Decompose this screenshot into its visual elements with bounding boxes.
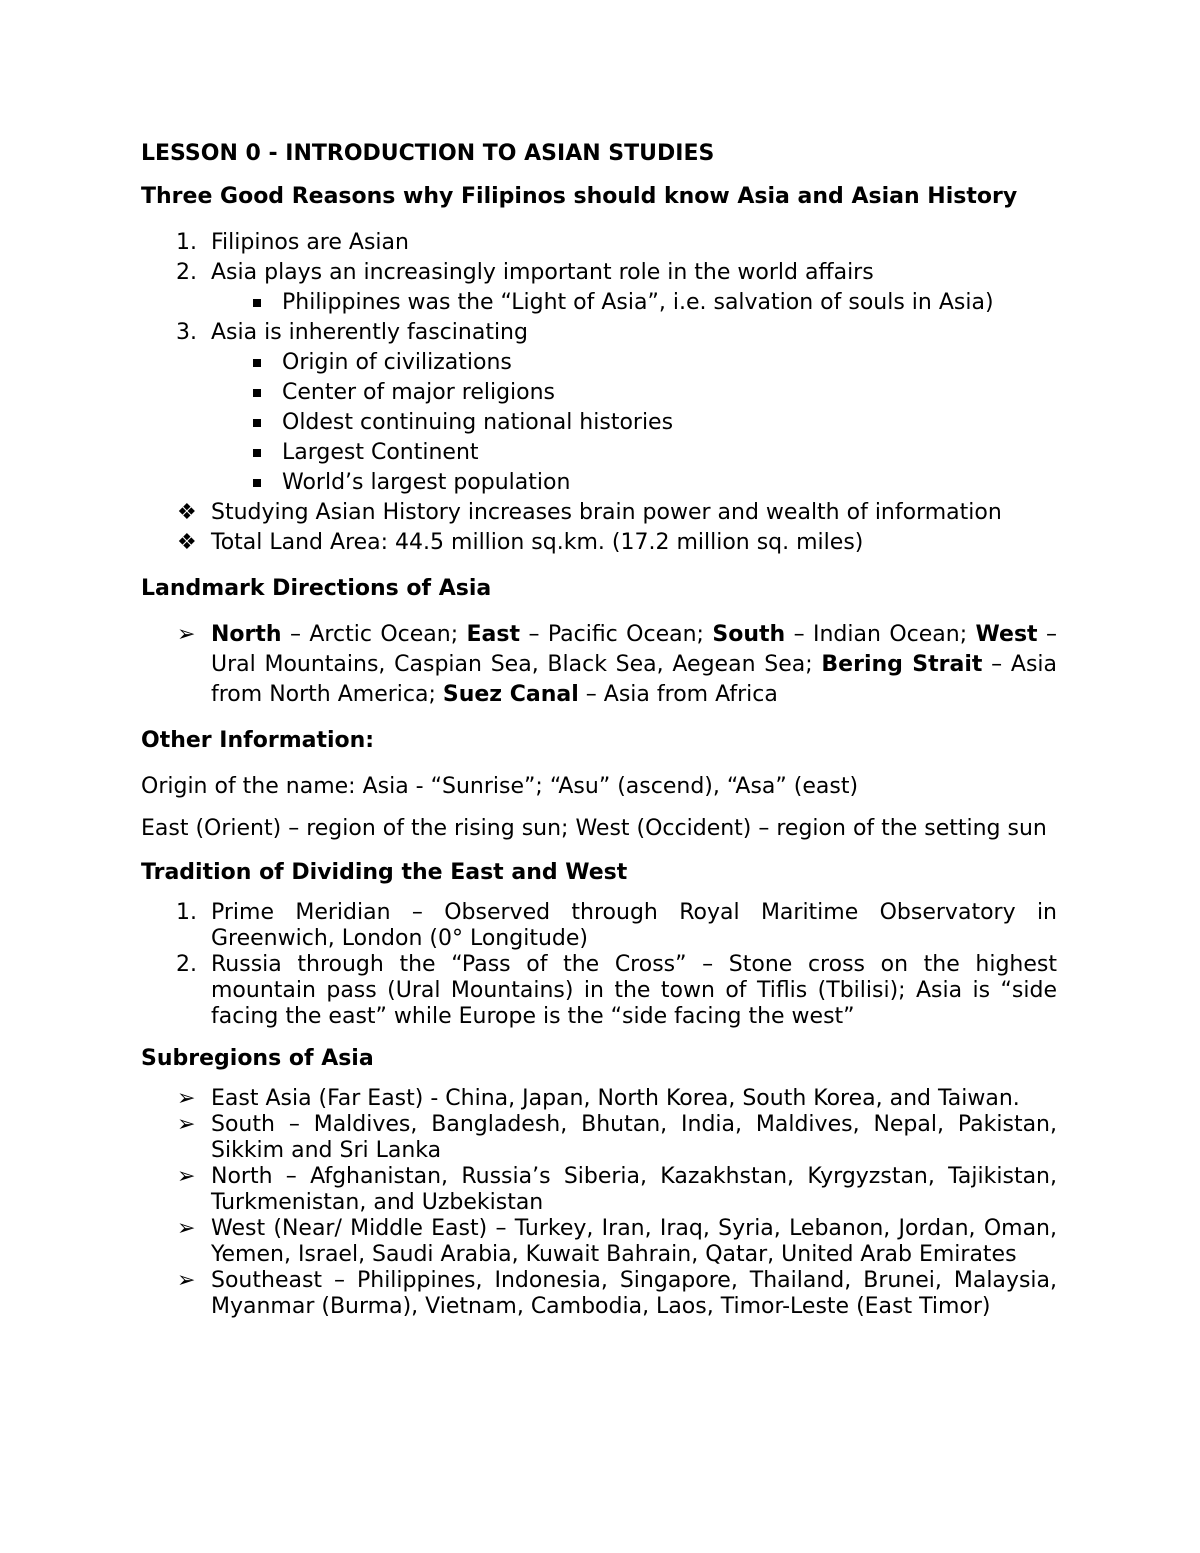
note-item bbox=[141, 498, 1057, 528]
direction-text: – Ural Mountains, Caspian Sea, Black Sea, Aegean Sea; bbox=[211, 622, 1057, 677]
note-text: Total Land Area: 44.5 million sq.km. (17.2 million sq. miles) bbox=[211, 530, 864, 555]
diamond-bullet-icon: ❖ bbox=[177, 530, 197, 555]
list-item-text: Filipinos are Asian bbox=[211, 230, 409, 255]
direction-label: Bering Strait bbox=[821, 652, 983, 677]
arrow-bullet-icon: ➢ bbox=[177, 1216, 196, 1241]
other-heading: Other Information: bbox=[141, 728, 375, 753]
list-item bbox=[141, 228, 1057, 258]
subregion-text: Southeast – Philippines, Indonesia, Singapore, Thailand, Brunei, Malaysia, Myanmar (Burma), Vietnam, Cambodia, Laos, Timor-Leste (East Timor) bbox=[211, 1268, 1057, 1319]
direction-label: West bbox=[975, 622, 1038, 647]
origin-text: Origin of the name: Asia - “Sunrise”; “Asu” (ascend), “Asa” (east) bbox=[141, 774, 859, 799]
direction-label: East bbox=[466, 622, 521, 647]
arrow-bullet-icon: ➢ bbox=[177, 1164, 196, 1189]
list-number: 2. bbox=[176, 260, 197, 285]
list-number: 2. bbox=[176, 952, 197, 977]
landmarks-item bbox=[141, 620, 1057, 710]
arrow-bullet-icon: ➢ bbox=[177, 622, 196, 647]
diamond-bullet-icon: ❖ bbox=[177, 500, 197, 525]
lesson-title: LESSON 0 - INTRODUCTION TO ASIAN STUDIES bbox=[141, 141, 715, 166]
list-item bbox=[141, 952, 1057, 1030]
sub-list-item bbox=[141, 408, 1057, 438]
square-bullet-icon bbox=[253, 389, 261, 397]
sub-item-text: Oldest continuing national histories bbox=[282, 410, 674, 435]
tradition-list bbox=[141, 900, 1057, 1030]
reasons-heading: Three Good Reasons why Filipinos should know Asia and Asian History bbox=[141, 184, 1018, 209]
arrow-bullet-icon: ➢ bbox=[177, 1112, 196, 1137]
reasons-list bbox=[141, 228, 1057, 558]
direction-text: – Pacific Ocean; bbox=[520, 622, 713, 647]
subregions-list bbox=[141, 1086, 1057, 1320]
direction-text: – Arctic Ocean; bbox=[281, 622, 467, 647]
subregions-heading: Subregions of Asia bbox=[141, 1046, 374, 1071]
list-item-text: Asia plays an increasingly important role in the world affairs bbox=[211, 260, 874, 285]
direction-label: North bbox=[211, 622, 282, 647]
direction-label: South bbox=[712, 622, 786, 647]
list-item bbox=[141, 318, 1057, 348]
list-item-text: Russia through the “Pass of the Cross” – Stone cross on the highest mountain pass (Ural Mountains) in the town of Tiflis (Tbilisi); Asia is “side facing the east” while Europe is the “side facing the west” bbox=[211, 952, 1057, 1029]
direction-text: – Asia from Africa bbox=[578, 682, 778, 707]
sub-list-item bbox=[141, 468, 1057, 498]
list-item-text: Prime Meridian – Observed through Royal Maritime Observatory in Greenwich, London (0° Longitude) bbox=[211, 900, 1057, 951]
list-item bbox=[141, 1216, 1057, 1268]
list-number: 1. bbox=[176, 900, 197, 925]
square-bullet-icon bbox=[253, 419, 261, 427]
subregion-text: South – Maldives, Bangladesh, Bhutan, India, Maldives, Nepal, Pakistan, Sikkim and Sri Lanka bbox=[211, 1112, 1057, 1163]
document-page bbox=[141, 138, 1057, 1320]
square-bullet-icon bbox=[253, 299, 261, 307]
sub-list-item bbox=[141, 288, 1057, 318]
list-number: 3. bbox=[176, 320, 197, 345]
list-item bbox=[141, 900, 1057, 952]
sub-list-item bbox=[141, 378, 1057, 408]
subregion-text: North – Afghanistan, Russia’s Siberia, Kazakhstan, Kyrgyzstan, Tajikistan, Turkmenistan, and Uzbekistan bbox=[211, 1164, 1057, 1215]
sub-item-text: Largest Continent bbox=[282, 440, 479, 465]
landmarks-heading: Landmark Directions of Asia bbox=[141, 576, 492, 601]
square-bullet-icon bbox=[253, 359, 261, 367]
arrow-bullet-icon: ➢ bbox=[177, 1268, 196, 1293]
list-item bbox=[141, 1268, 1057, 1320]
note-item bbox=[141, 528, 1057, 558]
arrow-bullet-icon: ➢ bbox=[177, 1086, 196, 1111]
direction-label: Suez Canal bbox=[442, 682, 579, 707]
tradition-heading: Tradition of Dividing the East and West bbox=[141, 860, 628, 885]
subregion-text: East Asia (Far East) - China, Japan, North Korea, South Korea, and Taiwan. bbox=[211, 1086, 1020, 1111]
sub-item-text: Center of major religions bbox=[282, 380, 556, 405]
sub-item-text: World’s largest population bbox=[282, 470, 571, 495]
list-item-text: Asia is inherently fascinating bbox=[211, 320, 528, 345]
list-item bbox=[141, 1086, 1057, 1112]
list-number: 1. bbox=[176, 230, 197, 255]
square-bullet-icon bbox=[253, 449, 261, 457]
list-item bbox=[141, 1164, 1057, 1216]
direction-text: – Indian Ocean; bbox=[785, 622, 976, 647]
list-item bbox=[141, 258, 1057, 288]
subregion-text: West (Near/ Middle East) – Turkey, Iran, Iraq, Syria, Lebanon, Jordan, Oman, Yemen, Israel, Saudi Arabia, Kuwait Bahrain, Qatar, United Arab Emirates bbox=[211, 1216, 1057, 1267]
east-west-text: East (Orient) – region of the rising sun; West (Occident) – region of the setting sun bbox=[141, 816, 1047, 841]
square-bullet-icon bbox=[253, 479, 261, 487]
list-item bbox=[141, 1112, 1057, 1164]
sub-list-item bbox=[141, 438, 1057, 468]
sub-item-text: Origin of civilizations bbox=[282, 350, 512, 375]
note-text: Studying Asian History increases brain power and wealth of information bbox=[211, 500, 1002, 525]
sub-list-item bbox=[141, 348, 1057, 378]
direction-text: – Asia from North America; bbox=[211, 652, 1058, 707]
sub-item-text: Philippines was the “Light of Asia”, i.e. salvation of souls in Asia) bbox=[282, 290, 994, 315]
